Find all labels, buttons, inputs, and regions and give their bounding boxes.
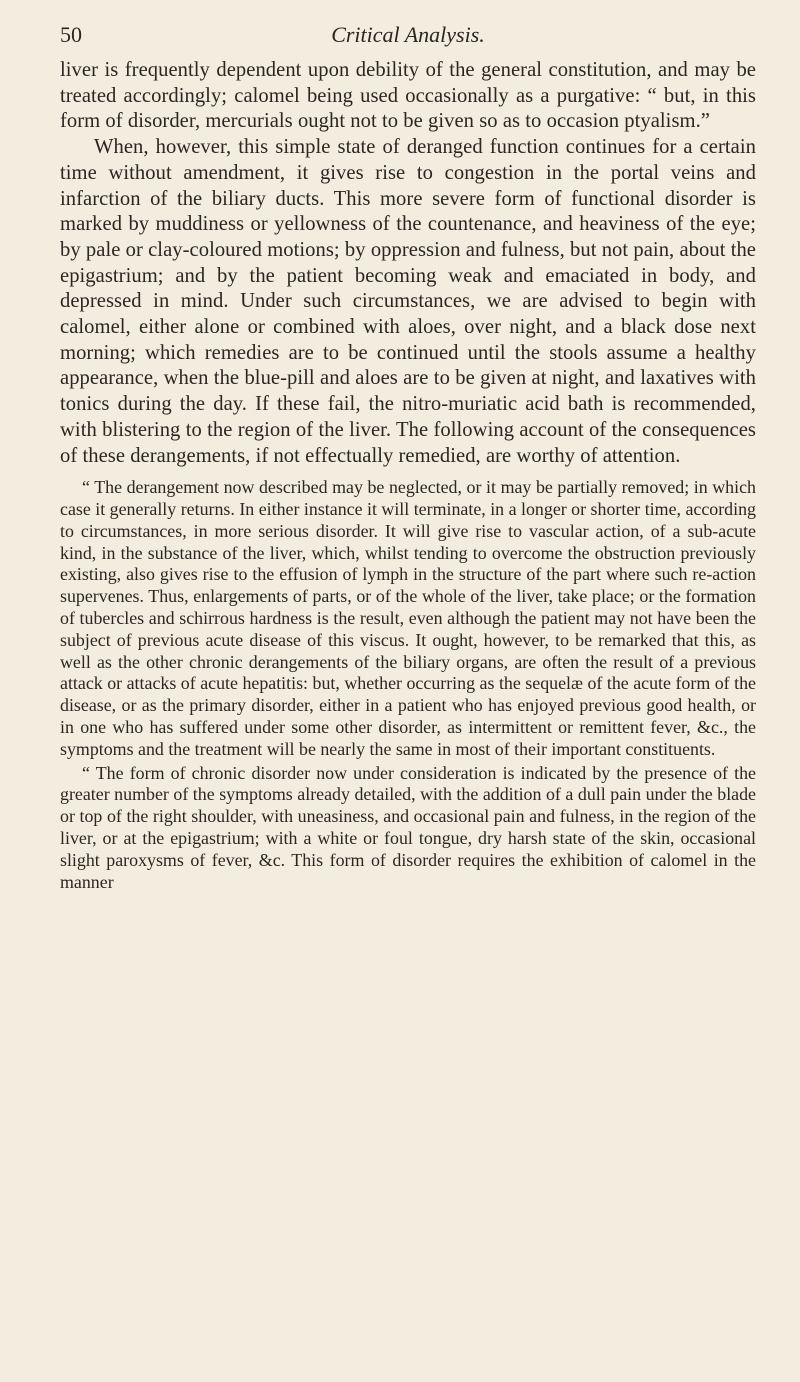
quoted-text: [60, 477, 756, 893]
paragraph-continuation: liver is frequently dependent upon debility of the general constitution, and may be treated accordingly; calomel being used occasionally as a purgative: “ but, in this form of disorder, mercurials ought not to be given so as to occasion ptyalism.”: [60, 59, 756, 133]
quote-paragraph: “ The derangement now described may be neglected, or it may be partially removed; in which case it generally returns. In either instance it will terminate, in a longer or shorter time, according to circumstances, in more serious disorder. It will give rise to vascular action, of a sub-acute kind, in the substance of the liver, which, whilst tending to overcome the obstruction previously existing, also gives rise to the effusion of lymph in the structure of the part where such re-action supervenes. Thus, enlargements of parts, or of the whole of the liver, take place; or the formation of tubercles and schirrous hardness is the result, even although the patient may not have been the subject of previous acute disease of this viscus. It ought, however, to be remarked that this, as well as the other chronic derangements of the biliary organs, are often the result of a previous attack or attacks of acute hepatitis: but, whether occurring as the sequelæ of the acute form of the disease, or as the primary disorder, either in a patient who has enjoyed previous good health, or in one who has suffered under some other disorder, as intermittent or remittent fever, &c., the symptoms and the treatment will be nearly the same in most of their important constituents.: [60, 477, 756, 759]
paragraph: When, however, this simple state of deranged function continues for a certain time without amendment, it gives rise to congestion in the portal veins and infarction of the biliary ducts. This more severe form of functional disorder is marked by muddiness or yellowness of the countenance, and heaviness of the eye; by pale or clay-coloured motions; by oppression and fulness, but not pain, about the epigastrium; and by the patient becoming weak and emaciated in body, and depressed in mind. Under such circumstances, we are advised to begin with calomel, either alone or combined with aloes, over night, and a black dose next morning; which remedies are to be continued until the stools assume a healthy appearance, when the blue-pill and aloes are to be given at night, and laxatives with tonics during the day. If these fail, the nitro-muriatic acid bath is recommended, with blistering to the region of the liver. The following account of the consequences of these derangements, if not effectually remedied, are worthy of attention.: [60, 136, 756, 467]
quote-paragraph: “ The form of chronic disorder now under consideration is indicated by the presence of the greater number of the symptoms already detailed, with the addition of a dull pain under the blade or top of the right shoulder, with uneasiness, and occasional pain and fulness, in the region of the liver, or at the epigastrium; with a white or foul tongue, dry harsh state of the skin, occasional slight paroxysms of fever, &c. This form of disorder requires the exhibition of calomel in the manner: [60, 762, 756, 892]
running-title: Critical Analysis.: [331, 22, 485, 47]
page-number: 50: [60, 22, 82, 47]
main-text: [60, 58, 756, 469]
running-head: [60, 22, 756, 58]
